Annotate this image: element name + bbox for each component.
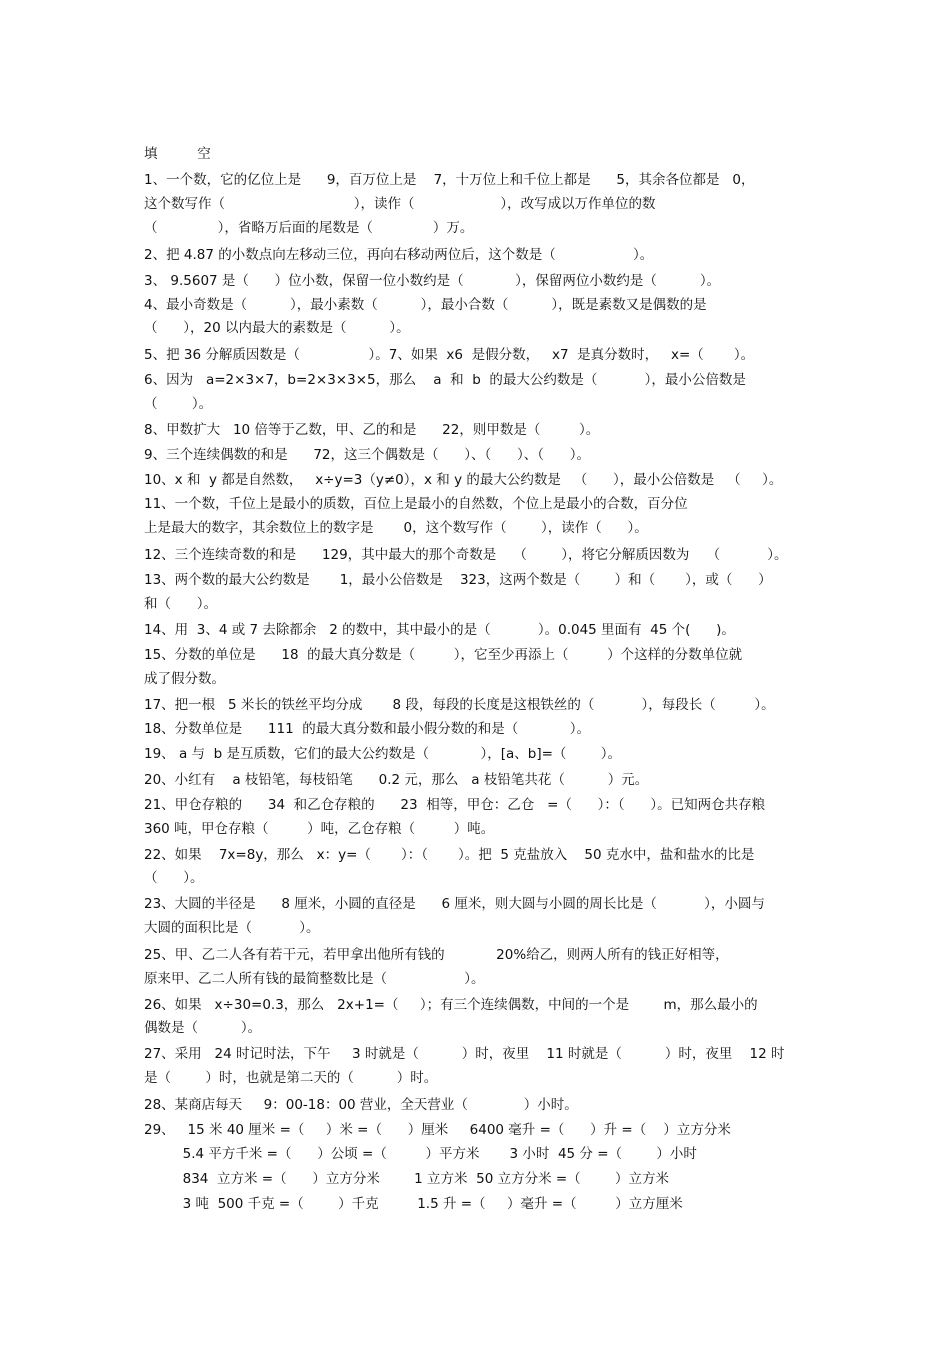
text-line: 成了假分数。 (144, 671, 225, 687)
text-line: 4、最小奇数是（ ），最小素数（ ），最小合数（ ），既是素数又是偶数的是 (144, 297, 707, 313)
text-line: 25、甲、乙二人各有若干元，若甲拿出他所有钱的 20%给乙，则两人所有的钱正好相等， (144, 947, 729, 963)
text-line: （ ），20 以内最大的素数是（ ）。 (144, 320, 410, 336)
text-line: 3、 9.5607 是（ ）位小数，保留一位小数约是（ ），保留两位小数约是（ ）。 (144, 273, 721, 289)
text-line: 15、分数的单位是 18 的最大真分数是（ ），它至少再添上（ ）个这样的分数单位就 (144, 647, 743, 663)
text-line: 13、两个数的最大公约数是 1，最小公倍数是 323，这两个数是（ ）和（ ），或（ ） (144, 572, 772, 588)
text-line: 20、小红有 a 枝铅笔，每枝铅笔 0.2 元，那么 a 枝铅笔共花（ ）元。 (144, 772, 649, 788)
text-line: 原来甲、乙二人所有钱的最简整数比是（ ）。 (144, 971, 485, 987)
text-line: 17、把一根 5 米长的铁丝平均分成 8 段，每段的长度是这根铁丝的（ ），每段长（ ）。 (144, 697, 775, 713)
text-line: 9、三个连续偶数的和是 72，这三个偶数是（ ）、（ ）、（ ）。 (144, 447, 591, 463)
text-line: 5.4 平方千米 =（ ）公顷 =（ ）平方米 3 小时 45 分 =（ ）小时 (144, 1146, 697, 1162)
text-line: 6、因为 a=2×3×7，b=2×3×3×5，那么 a 和 b 的最大公约数是（ ），最小公倍数是 (144, 372, 746, 388)
text-line: 27、采用 24 时记时法，下午 3 时就是（ ）时，夜里 11 时就是（ ）时，夜里 12 时 (144, 1046, 785, 1062)
text-line: 这个数写作（ ），读作（ ），改写成以万作单位的数 (144, 196, 656, 212)
text-line: 19、 a 与 b 是互质数，它们的最大公约数是（ ），[a、b]=（ ）。 (144, 746, 621, 762)
text-line: 1、一个数，它的亿位上是 9，百万位上是 7，十万位上和千位上都是 5，其余各位都是 0， (144, 172, 755, 188)
text-line: 22、如果 7x=8y，那么 x：y=（ ）：（ ）。把 5 克盐放入 50 克水中，盐和盐水的比是 (144, 847, 755, 863)
text-line: 是（ ）时，也就是第二天的（ ）时。 (144, 1070, 438, 1086)
text-line: 8、甲数扩大 10 倍等于乙数，甲、乙的和是 22，则甲数是（ ）。 (144, 422, 600, 438)
text-line: 和（ ）。 (144, 596, 217, 612)
text-line: 14、用 3、4 或 7 去除都余 2 的数中，其中最小的是（ ）。0.045 里面有 45 个( )。 (144, 622, 735, 638)
text-line: 11、一个数，千位上是最小的质数，百位上是最小的自然数，个位上是最小的合数，百分位 (144, 496, 688, 512)
text-line: 29、 15 米 40 厘米 =（ ）米 =（ ）厘米 6400 毫升 =（ ）升 =（ ）立方分米 (144, 1122, 731, 1138)
text-line: 3 吨 500 千克 =（ ）千克 1.5 升 =（ ）毫升 =（ ）立方厘米 (144, 1196, 683, 1212)
text-line: （ ），省略万后面的尾数是（ ）万。 (144, 220, 474, 236)
text-line: 大圆的面积比是（ ）。 (144, 920, 320, 936)
text-line: 10、x 和 y 都是自然数， x÷y=3（y≠0），x 和 y 的最大公约数是 （ ），最小公倍数是 （ ）。 (144, 472, 783, 488)
text-line: 5、把 36 分解质因数是（ ）。7、如果 x6 是假分数， x7 是真分数时， x=（ ）。 (144, 347, 755, 363)
text-line: 2、把 4.87 的小数点向左移动三位，再向右移动两位后，这个数是（ ）。 (144, 247, 654, 263)
text-line: 偶数是（ ）。 (144, 1020, 262, 1036)
text-line: 834 立方米 =（ ）立方分米 1 立方米 50 立方分米 =（ ）立方米 (144, 1171, 670, 1187)
text-line: （ ）。 (144, 870, 204, 886)
text-line: 360 吨，甲仓存粮（ ）吨，乙仓存粮（ ）吨。 (144, 821, 495, 837)
text-line: 23、大圆的半径是 8 厘米，小圆的直径是 6 厘米，则大圆与小圆的周长比是（ ），小圆与 (144, 896, 765, 912)
text-line: 12、三个连续奇数的和是 129，其中最大的那个奇数是 （ ），将它分解质因数为 （ ）。 (144, 547, 788, 563)
text-line: （ ）。 (144, 396, 213, 412)
text-line: 28、某商店每天 9：00-18：00 营业，全天营业（ ）小时。 (144, 1097, 578, 1113)
page-title: 填 空 (144, 146, 213, 162)
text-line: 上是最大的数字，其余数位上的数字是 0，这个数写作（ ），读作（ ）。 (144, 520, 648, 536)
text-line: 26、如果 x÷30=0.3，那么 2x+1=（ ）；有三个连续偶数，中间的一个是 m，那么最小的 (144, 997, 758, 1013)
text-line: 18、分数单位是 111 的最大真分数和最小假分数的和是（ ）。 (144, 721, 591, 737)
text-line: 21、甲仓存粮的 34 和乙仓存粮的 23 相等，甲仓：乙仓 =（ ）：（ ）。已知两仓共存粮 (144, 797, 766, 813)
